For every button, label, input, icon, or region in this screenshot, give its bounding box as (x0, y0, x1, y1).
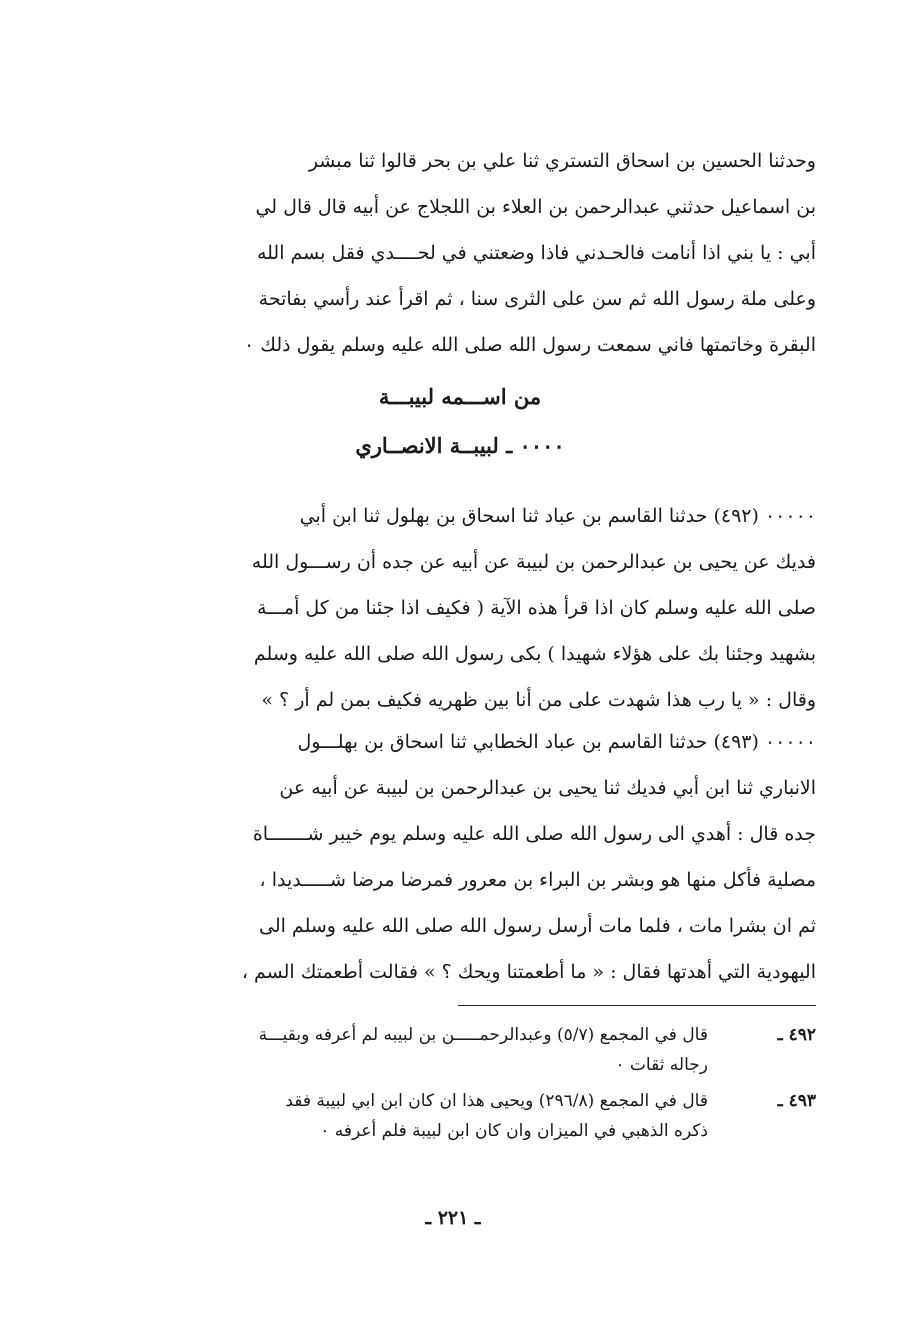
text-line: وقال : « يا رب هذا شهدت على من أنا بين ظهريه فكيف بمن لم أر ؟ » (261, 689, 816, 711)
text-line: الانباري ثنا ابن أبي فديك ثنا يحيى بن عبدالرحمن بن لبيبة عن أبيه عن (279, 777, 816, 799)
footnote-line: ذكره الذهبي في الميزان وان كان ابن لبيبة فلم أعرفه ٠ (320, 1121, 708, 1141)
text-line: اليهودية التي أهدتها فقال : « ما أطعمتنا ويحك ؟ » فقالت أطعمتك السم ، (241, 961, 816, 983)
text-line: جده قال : أهدي الى رسول الله صلى الله عليه وسلم يوم خيبر شـــــــاة (252, 823, 816, 845)
text-line: ٠٠٠٠٠ (٤٩٢) حدثنا القاسم بن عباد ثنا اسحاق بن بهلول ثنا ابن أبي (299, 505, 816, 527)
text-line: البقرة وخاتمتها فاني سمعت رسول الله صلى الله عليه وسلم يقول ذلك ٠ (244, 334, 816, 356)
text-line: بشهيد وجئنا بك على هؤلاء شهيدا ) بكى رسول الله صلى الله عليه وسلم (253, 643, 816, 665)
text-line: بن اسماعيل حدثني عبدالرحمن بن العلاء بن اللجلاج عن أبيه قال قال لي (255, 196, 816, 218)
text-line: فديك عن يحيى بن عبدالرحمن بن لبيبة عن أبيه عن جده أن رســـول الله (251, 551, 816, 573)
intro-paragraph (104, 138, 816, 368)
page-number: ـ ٢٢١ ـ (425, 1207, 481, 1229)
footnote-line: رجاله ثقات ٠ (615, 1055, 708, 1075)
text-line: وعلى ملة رسول الله ثم سن على الثرى سنا ، ثم اقرأ عند رأسي بفاتحة (258, 288, 816, 310)
footnote-number: ٤٩٢ ـ (777, 1025, 816, 1045)
footnote-493 (104, 1086, 816, 1146)
text-line: مصلية فأكل منها هو وبشر بن البراء بن معرور فمرضا مرضا شـــــديدا ، (259, 869, 816, 891)
footnote-492 (104, 1020, 816, 1080)
footnote-divider (458, 1005, 816, 1006)
text-line: ثم ان بشرا مات ، فلما مات أرسل رسول الله صلى الله عليه وسلم الى (258, 915, 816, 937)
footnote-line: قال في المجمع (٢٩٦/٨) ويحيى هذا ان كان ابن ابي لبيبة فقد (285, 1091, 708, 1111)
text-line: وحدثنا الحسين بن اسحاق التستري ثنا علي بن بحر قالوا ثنا مبشر (308, 150, 816, 172)
footnote-line: قال في المجمع (٥/٧) وعبدالرحمـــــن بن لبيبه لم أعرفه وبقيـــة (258, 1025, 708, 1045)
text-line: أبي : يا بني اذا أنامت فالحـدني فاذا وضعتني في لحــــدي فقل بسم الله (256, 242, 816, 264)
text-line: صلى الله عليه وسلم كان اذا قرأ هذه الآية ( فكيف اذا جئنا من كل أمـــة (257, 597, 816, 619)
hadith-493-paragraph (104, 719, 816, 995)
hadith-492-paragraph (104, 493, 816, 723)
section-heading: من اســـمه لبيبـــة (378, 384, 542, 409)
narrator-heading: ٠٠٠٠ ـ لبيبــة الانصــاري (355, 433, 565, 458)
text-line: ٠٠٠٠٠ (٤٩٣) حدثنا القاسم بن عباد الخطابي ثنا اسحاق بن بهلـــول (297, 731, 816, 753)
footnote-number: ٤٩٣ ـ (777, 1091, 816, 1111)
